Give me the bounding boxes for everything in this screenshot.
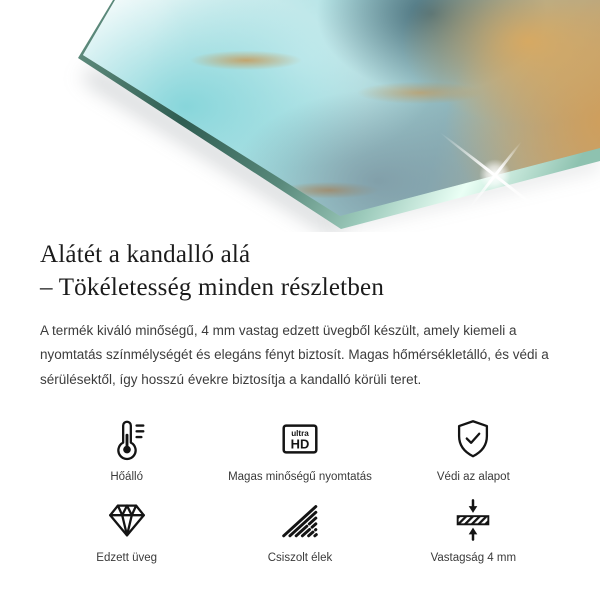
feature-polished-edges <box>213 497 386 564</box>
feature-heat-resistant <box>40 416 213 483</box>
feature-hd-print <box>213 416 386 483</box>
shield-check-icon <box>450 416 496 462</box>
polished-edges-icon <box>277 497 323 543</box>
product-description-text: A termék kiváló minőségű, 4 mm vastag edzett üvegből készült, amely kiemeli a nyomtatás színmélységét és elegáns fényt biztosít. Magas hőmérsékletálló, és védi a sérülésektől, így hosszú évekre biztosítja a kandalló körüli teret. <box>40 323 549 387</box>
ultra-hd-icon <box>277 416 323 462</box>
feature-label: Védi az alapot <box>436 470 510 483</box>
thickness-icon <box>450 497 496 543</box>
feature-label: Csiszolt élek <box>267 551 333 564</box>
svg-text:HD: HD <box>290 436 310 452</box>
product-hero-image <box>0 0 600 232</box>
feature-label: Vastagság 4 mm <box>430 551 517 564</box>
feature-tempered-glass <box>40 497 213 564</box>
feature-thickness <box>387 497 560 564</box>
svg-text:ultra: ultra <box>291 429 309 439</box>
feature-protects-base <box>387 416 560 483</box>
feature-label: Magas minőségű nyomtatás <box>228 470 372 483</box>
feature-grid <box>40 416 560 564</box>
feature-label: Edzett üveg <box>96 551 158 564</box>
feature-label: Hőálló <box>110 470 143 483</box>
diamond-icon <box>104 497 150 543</box>
thermometer-icon <box>104 416 150 462</box>
product-description-section <box>0 232 600 564</box>
page-title: Alátét a kandalló alá – Tökéletesség minden részletben <box>40 241 385 301</box>
